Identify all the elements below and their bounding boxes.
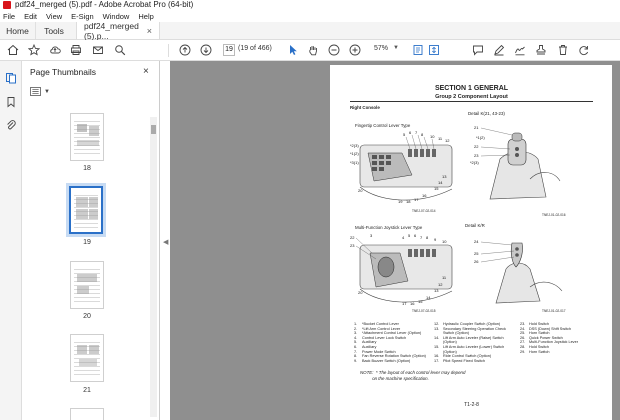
multi-function-label: Multi-Function Joystick Lever Type <box>355 225 423 230</box>
document-scrollbar[interactable] <box>612 61 620 420</box>
svg-text:7: 7 <box>420 235 423 240</box>
right-console-label: Right Console <box>350 105 380 110</box>
detail-bottom-diagram <box>470 229 568 309</box>
group-heading: Group 2 Component Layout <box>435 94 508 100</box>
zoom-in-icon[interactable] <box>348 43 362 57</box>
svg-text:10: 10 <box>430 134 435 139</box>
comment-icon[interactable] <box>471 43 485 57</box>
email-icon[interactable] <box>91 43 105 57</box>
thumbnail-options-button[interactable] <box>30 87 50 96</box>
svg-text:17: 17 <box>414 197 419 202</box>
page-footer: T1-2-8 <box>464 402 479 408</box>
legend-text-3: Hold Switch DSS (Down) Shift Switch Horn Switch Quick Power Switch Multi-Function Joystick Lever Hold Switch Horn Switch <box>529 322 578 354</box>
svg-text:13: 13 <box>442 174 447 179</box>
svg-text:5: 5 <box>408 233 411 238</box>
home-icon[interactable] <box>6 43 20 57</box>
svg-text:11: 11 <box>442 275 447 280</box>
svg-text:13: 13 <box>434 288 439 293</box>
thumbnail-page-19[interactable] <box>69 186 103 234</box>
svg-text:18: 18 <box>406 199 411 204</box>
svg-text:24: 24 <box>474 239 479 244</box>
fit-page-icon[interactable] <box>411 43 425 57</box>
detail-bottom-label: Detail K/R <box>465 223 485 228</box>
svg-text:6: 6 <box>409 130 412 135</box>
svg-text:*2(3): *2(3) <box>470 160 479 165</box>
bookmarks-icon[interactable] <box>5 96 17 108</box>
zoom-level[interactable]: 57% <box>374 45 389 52</box>
search-icon[interactable] <box>113 43 127 57</box>
legend-numbers-1: 1. 2. 3. 4. 5. 6. 7. 8. 9. <box>354 322 358 363</box>
tab-bar <box>0 22 620 40</box>
svg-text:22: 22 <box>350 235 355 240</box>
page-count: (19 of 466) <box>238 45 272 52</box>
left-rail <box>0 61 22 420</box>
legend-numbers-3: 23. 24. 25. 26. 27. 28. 29. <box>520 322 526 354</box>
joystick-console-diagram <box>350 231 460 309</box>
svg-text:12: 12 <box>438 282 443 287</box>
svg-text:19: 19 <box>398 199 403 204</box>
svg-text:*2(3): *2(3) <box>350 143 359 148</box>
stamp-icon[interactable] <box>534 43 548 57</box>
upload-cloud-icon[interactable] <box>48 43 62 57</box>
figure-code-2: TNEJ-01-02-016 <box>542 213 566 217</box>
menu-view[interactable]: View <box>46 11 63 21</box>
svg-text:*1(2): *1(2) <box>350 151 359 156</box>
page-number-input[interactable]: 19 <box>223 44 235 56</box>
svg-text:12: 12 <box>445 138 450 143</box>
thumbnail-page-22[interactable] <box>70 408 104 420</box>
tab-document-label: pdf24_merged (5).p... <box>84 20 139 41</box>
svg-text:26: 26 <box>474 259 479 264</box>
page-thumbnails-icon[interactable] <box>5 72 17 84</box>
thumbnail-page-20[interactable] <box>70 261 104 309</box>
hand-tool-icon[interactable] <box>306 43 320 57</box>
figure-code-1: TNEJ-07-02-014 <box>412 209 436 213</box>
fingertip-label: Fingertip Control Lever Type <box>355 123 411 128</box>
legend-text-2: Hydraulic Coupler Switch (Option) Secondary Steering Operation Check Switch (Option) Lift Arm Auto Leveler (Raise) Switch (Option) Lift Arm Auto Leveler (Lower) Switch (Option) Ride Control Switch (Option) Pilot Speed Fixed Switch <box>443 322 506 363</box>
svg-text:10: 10 <box>442 239 447 244</box>
detail-top-label: Detail K(21, 43-23) <box>468 111 505 116</box>
svg-text:11: 11 <box>438 136 443 141</box>
sign-icon[interactable] <box>513 43 527 57</box>
svg-text:8: 8 <box>421 132 424 137</box>
svg-text:16: 16 <box>410 301 415 306</box>
svg-text:6: 6 <box>414 233 417 238</box>
pen-icon[interactable] <box>492 43 506 57</box>
thumbnail-scrollbar-thumb[interactable] <box>151 125 156 134</box>
svg-text:4: 4 <box>402 235 405 240</box>
window-title: pdf24_merged (5).pdf - Adobe Acrobat Pro (64-bit) <box>15 0 194 9</box>
menu-help[interactable]: Help <box>138 11 154 21</box>
thumbnail-page-18[interactable] <box>70 113 104 161</box>
previous-page-icon[interactable] <box>178 43 192 57</box>
menu-window[interactable]: Window <box>102 11 130 21</box>
detail-top-diagram <box>470 119 568 209</box>
attachments-icon[interactable] <box>5 119 17 131</box>
thumbnail-label-19: 19 <box>83 239 91 246</box>
toolbar-separator <box>168 44 169 57</box>
zoom-out-icon[interactable] <box>327 43 341 57</box>
svg-text:5: 5 <box>403 132 406 137</box>
next-page-icon[interactable] <box>199 43 213 57</box>
fingertip-console-diagram <box>350 129 458 207</box>
heading-rule <box>350 101 593 102</box>
main-toolbar <box>0 40 620 61</box>
panel-title: Page Thumbnails <box>30 67 96 77</box>
tab-home[interactable]: Home <box>0 22 36 39</box>
chevron-down-icon: ▼ <box>44 88 50 95</box>
figure-code-4: TNEJ-01-02-017 <box>542 309 566 313</box>
menu-esign[interactable]: E-Sign <box>71 11 94 21</box>
zoom-dropdown-icon[interactable]: ▼ <box>393 45 399 51</box>
redo-icon[interactable] <box>577 43 591 57</box>
svg-text:17: 17 <box>402 301 407 306</box>
scroll-mode-icon[interactable] <box>427 43 441 57</box>
delete-icon[interactable] <box>556 43 570 57</box>
svg-text:23: 23 <box>350 243 355 248</box>
svg-text:7: 7 <box>415 130 418 135</box>
collapse-panel-icon[interactable]: ◀ <box>163 239 169 246</box>
thumbnail-label-21: 21 <box>83 387 91 394</box>
figure-code-3: TNEJ-07-02-015 <box>412 309 436 313</box>
title-bar <box>0 0 620 10</box>
thumbnail-page-21[interactable] <box>70 334 104 382</box>
thumbnail-label-18: 18 <box>83 165 91 172</box>
list-options-icon <box>30 87 41 96</box>
svg-text:*3(1): *3(1) <box>350 160 359 165</box>
svg-text:15: 15 <box>434 186 439 191</box>
svg-text:3: 3 <box>370 233 373 238</box>
legend-numbers-2: 12. 13. 14. 15. 16. 17. <box>434 322 440 363</box>
panel-close-icon[interactable]: × <box>143 66 149 77</box>
menu-edit[interactable]: Edit <box>24 11 38 21</box>
thumbnail-label-20: 20 <box>83 313 91 320</box>
legend-text-1: *Bucket Control Lever *Lift Arm Control Lever *Attachment Control Lever (Option) Control Lever Lock Switch Auxiliary Auxiliary Power Mode Switch Fan Reverse Rotation Switch (Option) Back Buzzer Switch (Option) <box>362 322 426 363</box>
svg-text:20: 20 <box>358 290 363 295</box>
print-icon[interactable] <box>69 43 83 57</box>
acrobat-app-icon <box>3 1 11 9</box>
star-icon[interactable] <box>27 43 41 57</box>
svg-text:8: 8 <box>426 235 429 240</box>
tab-close-icon[interactable]: × <box>146 25 152 36</box>
svg-text:21: 21 <box>474 125 479 130</box>
svg-text:22: 22 <box>474 144 479 149</box>
layout-note: NOTE: * The layout of each control lever may depend on the machine specification. <box>360 370 466 381</box>
svg-text:14: 14 <box>438 180 443 185</box>
tab-tools[interactable]: Tools <box>44 25 64 36</box>
svg-text:23: 23 <box>474 153 479 158</box>
svg-text:16: 16 <box>422 193 427 198</box>
select-cursor-icon[interactable] <box>286 43 300 57</box>
tab-document[interactable] <box>76 22 160 39</box>
svg-text:*1(2): *1(2) <box>476 135 485 140</box>
section-heading: SECTION 1 GENERAL <box>434 85 509 92</box>
page-thumbnails-panel <box>22 61 160 420</box>
menu-file[interactable]: File <box>3 11 16 21</box>
thumbnail-scrollbar[interactable] <box>150 117 157 417</box>
document-view[interactable] <box>170 61 620 420</box>
svg-text:15: 15 <box>418 299 423 304</box>
svg-text:20: 20 <box>358 188 363 193</box>
svg-text:9: 9 <box>434 237 437 242</box>
svg-text:14: 14 <box>426 295 431 300</box>
pdf-page <box>330 65 613 420</box>
svg-text:25: 25 <box>474 251 479 256</box>
